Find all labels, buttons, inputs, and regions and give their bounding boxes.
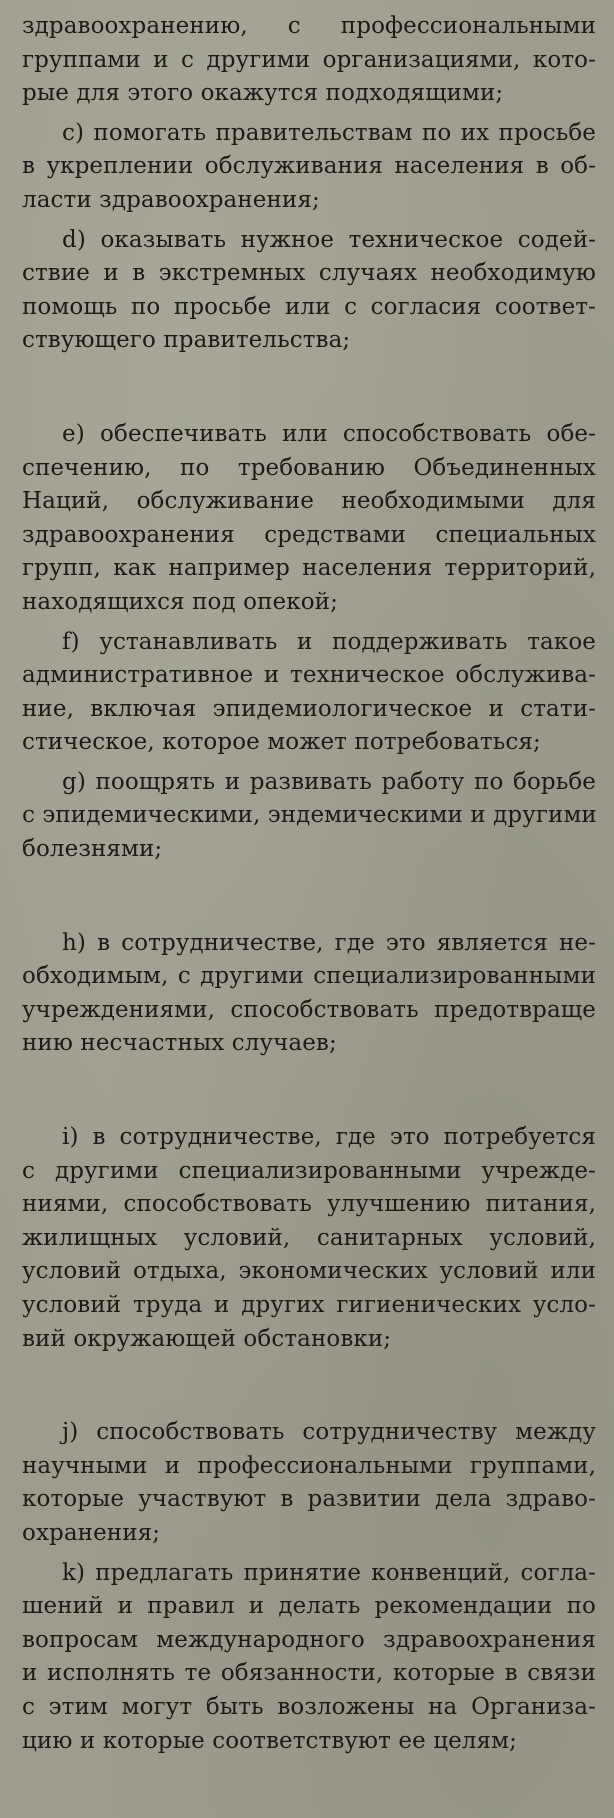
paragraph-e xyxy=(22,418,596,620)
paragraph-g xyxy=(22,766,596,867)
text-line: жилищных условий, санитарных условий, xyxy=(22,1224,596,1251)
text-line: Наций, обслуживание необходимыми для xyxy=(22,488,596,515)
text-line: обходимым, с другими специализированными xyxy=(22,963,596,990)
text-line: ствующего правительства; xyxy=(22,327,351,354)
text-line: e) обеспечивать или способствовать обе- xyxy=(62,420,596,447)
text-line: находящихся под опекой; xyxy=(22,588,338,615)
paragraph-f xyxy=(22,626,596,760)
text-line: стическое, которое может потребоваться; xyxy=(22,729,541,756)
text-line: и исполнять те обязанности, которые в связи xyxy=(22,1660,596,1687)
paragraph-k xyxy=(22,1557,596,1759)
text-line: вопросам международного здравоохранения xyxy=(22,1626,596,1653)
text-line: учреждениями, способствовать предотвраще xyxy=(22,996,596,1023)
text-line: ниями, способствовать улучшению питания, xyxy=(22,1191,596,1218)
text-line: условий труда и других гигиенических усло- xyxy=(22,1292,596,1318)
text-line: h) в сотрудничестве, где это является не- xyxy=(62,929,596,956)
text-line: c) помогать правительствам по их просьбе xyxy=(62,119,596,146)
text-line: здравоохранения средствами специальных xyxy=(22,521,596,548)
text-line: группами и с другими организациями, кото- xyxy=(22,46,596,73)
text-line: d) оказывать нужное техническое содей- xyxy=(62,226,596,253)
paragraph-i xyxy=(22,1121,596,1356)
text-line: здравоохранению, с профессиональными xyxy=(22,13,596,39)
text-line: административное и техническое обслужива- xyxy=(22,662,596,689)
text-line: помощь по просьбе или с согласия соответ- xyxy=(22,293,596,320)
text-line: охранения; xyxy=(22,1519,161,1546)
text-line: вий окружающей обстановки; xyxy=(22,1325,392,1352)
text-line: с эпидемическими, эндемическими и другими xyxy=(22,802,597,829)
text-line: рые для этого окажутся подходящими; xyxy=(22,80,504,107)
text-line: научными и профессиональными группами, xyxy=(22,1452,596,1479)
text-line: ние, включая эпидемиологическое и стати- xyxy=(22,695,596,722)
text-line: условий отдыха, экономических условий или xyxy=(22,1258,596,1285)
paragraph-d xyxy=(22,224,596,358)
text-line: g) поощрять и развивать работу по борьбе xyxy=(62,768,596,795)
text-line: в укреплении обслуживания населения в об- xyxy=(22,153,596,180)
text-line: i) в сотрудничестве, где это потребуется xyxy=(62,1124,596,1151)
paragraph-h xyxy=(22,927,596,1061)
text-line: которые участвуют в развитии дела здраво- xyxy=(22,1486,596,1513)
text-line: шений и правил и делать рекомендации по xyxy=(22,1593,596,1620)
paragraph-j xyxy=(22,1416,596,1550)
text-line: k) предлагать принятие конвенций, согла- xyxy=(62,1559,596,1586)
paragraph-c xyxy=(22,117,596,218)
text-line: ласти здравоохранения; xyxy=(22,186,320,213)
text-line: j) способствовать сотрудничеству между xyxy=(62,1419,596,1446)
text-line: с другими специализированными учрежде- xyxy=(22,1157,596,1184)
paragraph-b-continuation xyxy=(22,10,596,111)
text-line: ствие и в экстремных случаях необходимую xyxy=(22,260,596,287)
text-line: цию и которые соответствуют ее целям; xyxy=(22,1727,517,1754)
text-line: болезнями; xyxy=(22,836,163,863)
text-line: f) устанавливать и поддерживать такое xyxy=(62,628,596,655)
text-line: групп, как например населения территорий, xyxy=(22,555,596,582)
text-line: с этим могут быть возложены на Организа- xyxy=(22,1693,596,1720)
text-line: спечению, по требованию Объединенных xyxy=(22,454,596,481)
text-line: нию несчастных случаев; xyxy=(22,1030,337,1057)
